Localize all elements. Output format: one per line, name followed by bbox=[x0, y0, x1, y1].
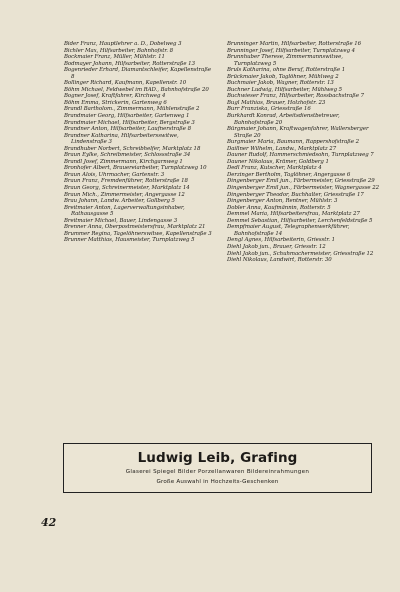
directory-entry: Diehl Jakob jun., Schuhmachermeister, Griesstraße 12 bbox=[227, 250, 374, 257]
directory-entry: Brenner Anna, Oberpostmeistersfrau, Marktplatz 21 bbox=[64, 224, 206, 231]
left-column bbox=[64, 41, 216, 437]
directory-entry: Brunner Matthias, Hausmeister, Turnplatzweg 5 bbox=[64, 237, 195, 244]
directory-entry: Bider Franz, Hauptlehrer a. D., Dobelweg 3 bbox=[64, 41, 182, 47]
directory-entry: Brandmaier Michael, Hilfsarbeiter, Bergstraße 3 bbox=[64, 119, 195, 126]
advertisement-box bbox=[63, 443, 372, 493]
directory-entry: Brandner Katharina, Hilfsarbeitersswitwe, Lindenstraße 3 bbox=[64, 132, 179, 146]
directory-entry: Dempfmaier August, Telegraphenwerkführer, Bahnhofstraße 14 bbox=[227, 224, 350, 237]
directory-entry: Demmel Sebastian, Hilfsarbeiter, Lerchenfeldstraße 5 bbox=[227, 217, 373, 224]
page-number: 42 bbox=[41, 516, 57, 529]
directory-entry: Brau Johann, Landw. Arbeiter, Gollberg 5 bbox=[64, 198, 175, 205]
directory-entry: Demmel Maria, Hilfsarbeitersfrau, Marktplatz 27 bbox=[227, 211, 360, 218]
directory-entry: Bockmaier Franz, Müller, Mühlstr. 11 bbox=[64, 54, 165, 61]
directory-entry: Braun Georg, Schreinermeister, Marktplatz 14 bbox=[64, 185, 190, 192]
directory-entry: Böhm Michael, Feldwebel im RAD., Bahnhofstraße 20 bbox=[64, 86, 209, 93]
directory-entry: Burgmaier Maria, Baumann, Rappershofstraße 2 bbox=[227, 139, 360, 146]
directory-entry: Buchner Ludwig, Hilfsarbeiter, Mühlweg 5 bbox=[227, 86, 343, 93]
directory-entry: Dedl Franz, Kutscher, Marktplatz 4 bbox=[227, 165, 322, 172]
directory-entry: Braun Alois, Uhrmacher, Gartenstr. 3 bbox=[64, 171, 165, 178]
directory-entry: Braun Eylke, Schreibmeister, Schlossstraße 34 bbox=[64, 152, 191, 159]
directory-entry: Derzinger Bertholm, Taglöhner, Angergasse 6 bbox=[227, 171, 351, 178]
advertisement-title: Ludwig Leib, Grafing bbox=[137, 450, 298, 466]
advertisement-products: Glaserei Spiegel Bilder Porzellanwaren Bildereinrahmungen bbox=[125, 469, 310, 475]
directory-entry: Brunninger Josef, Hilfsarbeiter, Turnplatzweg 4 bbox=[227, 47, 356, 54]
directory-entry: Dobler Anna, Kaufmännin, Rotterstr. 5 bbox=[227, 204, 331, 211]
directory-entry: Buchmaier Jakob, Wagner, Rotterstr. 13 bbox=[227, 80, 334, 87]
directory-entry: Burr Franziska, Griesstraße 16 bbox=[227, 106, 311, 113]
directory-columns bbox=[64, 41, 379, 437]
advertisement-tagline: Große Auswahl in Hochzeits-Geschenken bbox=[156, 479, 279, 485]
directory-entry: Brandner Anton, Hilfsarbeiter, Laufnerstraße 8 bbox=[64, 126, 191, 133]
directory-entry: Brunnhuber Therese, Zimmermannswitwe, Turnplatzweg 5 bbox=[227, 54, 343, 67]
directory-entry: Dauner Nikolaus, Krämer, Goldberg 1 bbox=[227, 158, 329, 165]
directory-entry: Dingenberger Emil jun., Färbermeister, Wagnergasse 22 bbox=[227, 185, 379, 192]
directory-entry: Bruls Katharina, ohne Beruf, Rotterstraße 1 bbox=[227, 67, 346, 74]
directory-entry: Dengl Agnes, Hilfsarbeiterin, Griesstr. 1 bbox=[227, 237, 335, 244]
directory-entry: Braun Franz, Fremdenführer, Rotterstraße 18 bbox=[64, 178, 188, 185]
directory-entry: Dingenberger Theodor, Buchhalter, Griesstraße 17 bbox=[227, 191, 364, 198]
directory-entry: Diehl Jakob jun., Brauer, Griesstr. 12 bbox=[227, 243, 326, 250]
directory-entry: Brandl Josef, Zimmermann, Kirchgarnweg 1 bbox=[64, 158, 183, 165]
directory-entry: Brandhuber Norbert, Schreibhelfer, Marktplatz 18 bbox=[64, 145, 201, 152]
directory-entry: Buchwieser Franz, Hilfsarbeiter, Rossbachstraße 7 bbox=[227, 93, 365, 100]
directory-entry: Brandmaier Georg, Hilfsarbeiter, Gartenweg 1 bbox=[64, 113, 190, 120]
directory-entry: Diehl Nikolaus, Landwirt, Rotterstr. 30 bbox=[227, 257, 332, 264]
directory-entry: Brandl Bartholom., Zimmermann, Mühlenstraße 2 bbox=[64, 106, 200, 113]
directory-entry: Bogenrieder Erhard, Diamantschleifer, Kapellenstraße 8 bbox=[64, 67, 212, 80]
directory-entry: Daillner Wilhelm, Landw., Marktplatz 27 bbox=[227, 145, 337, 152]
directory-entry: Bodmayer Johann, Hilfsarbeiter, Rotterstraße 13 bbox=[64, 60, 195, 67]
directory-entry: Breitmaier Anton, Lagerverwaltungsinhaber, Rathausgasse 5 bbox=[64, 204, 185, 218]
right-column bbox=[227, 41, 379, 437]
directory-entry: Burkhardt Konrad, Arbeitsdienstbetreuer, Bahnhofstraße 20 bbox=[227, 113, 340, 126]
directory-entry: Bugl Mathias, Brauer, Holzhofstr. 23 bbox=[227, 99, 326, 106]
directory-entry: Bollinger Richard, Kaufmann, Kapellenstr. 10 bbox=[64, 80, 187, 87]
directory-entry: Dauner Rudolf, Hammerschmiedsohn, Turnplatzweg 7 bbox=[227, 152, 374, 159]
directory-entry: Bogner Josef, Kraftfahrer, Kirchweg 4 bbox=[64, 93, 166, 100]
directory-entry: Brummer Regina, Tagelöhnerswitwe, Kapellenstraße 3 bbox=[64, 230, 212, 237]
directory-entry: Bürgmaier Johann, Kraftwagenfahrer, Wallersberger Straße 20 bbox=[227, 126, 369, 139]
directory-entry: Braun Mich., Zimmermeister, Angergasse 12 bbox=[64, 191, 185, 198]
directory-entry: Dingenberger Emil jun., Färbermeister, Griesstraße 29 bbox=[227, 178, 375, 185]
directory-entry: Brückmaier Jakob, Taglöhner, Mühlweg 2 bbox=[227, 73, 339, 80]
directory-entry: Brunninger Martin, Hilfsarbeiter, Rotterstraße 16 bbox=[227, 41, 362, 47]
directory-entry: Bichler Max, Hilfsarbeiter, Bahnhofstr. 8 bbox=[64, 47, 173, 54]
directory-entry: Bronhofer Albert, Brauereiarbeiter, Turnplatzweg 10 bbox=[64, 165, 207, 172]
directory-entry: Dingenberger Anton, Rentner, Mühlstr. 3 bbox=[227, 198, 338, 205]
directory-entry: Böhm Emma, Strickerin, Gartenweg 6 bbox=[64, 99, 167, 106]
directory-entry: Breitmaier Michael, Bauer, Lindengasse 3 bbox=[64, 217, 178, 224]
